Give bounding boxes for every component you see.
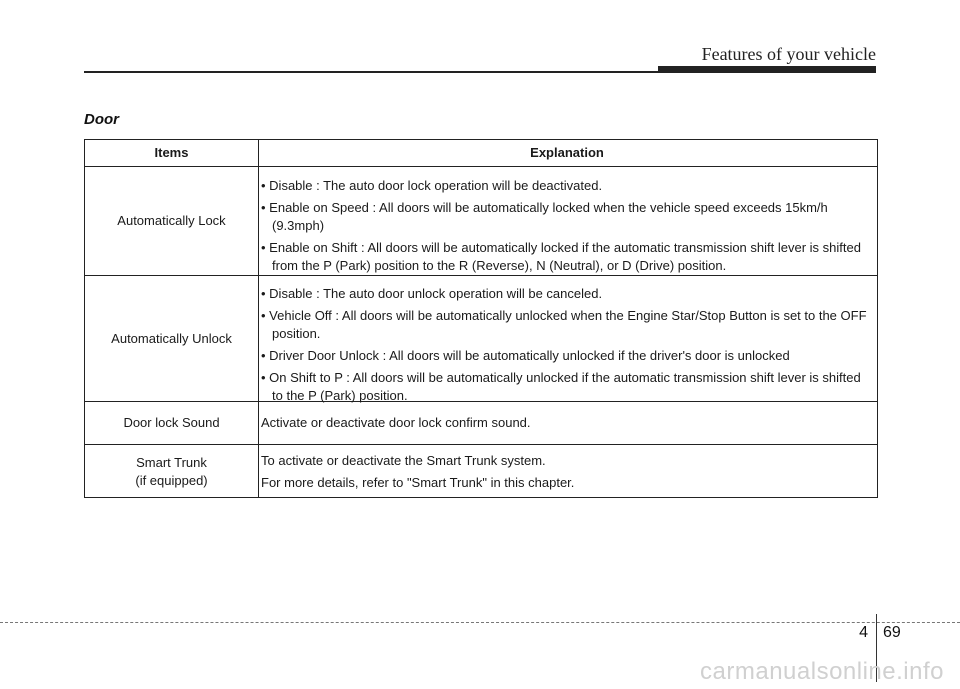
explanation-line: For more details, refer to "Smart Trunk" in this chapter. bbox=[261, 475, 575, 490]
door-settings-table bbox=[84, 139, 878, 498]
column-header-items: Items bbox=[85, 140, 259, 166]
watermark: carmanualsonline.info bbox=[700, 658, 944, 685]
bullet-item: • Disable : The auto door lock operation will be deactivated. bbox=[261, 178, 603, 193]
row-item-label: Automatically Unlock bbox=[85, 276, 259, 401]
row-explanation: Activate or deactivate door lock confirm sound. bbox=[261, 415, 531, 430]
row-item-label-main: Smart Trunk bbox=[136, 455, 207, 470]
page-number: 69 bbox=[883, 624, 901, 641]
chapter-number: 4 bbox=[859, 624, 868, 641]
table-row bbox=[85, 402, 877, 445]
table-header-row bbox=[85, 140, 877, 167]
row-item-label: Automatically Lock bbox=[85, 167, 259, 275]
header-accent-bar bbox=[658, 66, 876, 72]
column-header-explanation: Explanation bbox=[530, 145, 604, 160]
bullet-item: • Enable on Shift : All doors will be automatically locked if the automatic transmission shift lever is shifted from the P (Park) position to the R (Reverse), N (Neutral), or D (Drive) position. bbox=[261, 240, 861, 273]
table-row bbox=[85, 445, 877, 497]
row-explanation bbox=[259, 276, 877, 401]
row-item-label-sub: (if equipped) bbox=[135, 473, 208, 488]
row-item-label bbox=[85, 445, 259, 497]
bullet-item: • On Shift to P : All doors will be automatically unlocked if the automatic transmission shift lever is shifted to the P (Park) position. bbox=[261, 370, 861, 403]
row-item-label: Door lock Sound bbox=[85, 402, 259, 444]
explanation-line: To activate or deactivate the Smart Trunk system. bbox=[261, 453, 546, 468]
footer-rule bbox=[0, 622, 960, 623]
bullet-item: • Vehicle Off : All doors will be automatically unlocked when the Engine Star/Stop Button is set to the OFF position. bbox=[261, 308, 867, 341]
section-title: Door bbox=[84, 111, 119, 128]
bullet-item: • Disable : The auto door unlock operation will be canceled. bbox=[261, 286, 603, 301]
table-row bbox=[85, 167, 877, 276]
table-row bbox=[85, 276, 877, 402]
bullet-item: • Enable on Speed : All doors will be automatically locked when the vehicle speed exceeds 15km/h (9.3mph) bbox=[261, 200, 828, 233]
row-explanation bbox=[259, 167, 877, 275]
page-header-title: Features of your vehicle bbox=[701, 44, 876, 64]
row-explanation bbox=[259, 445, 877, 497]
bullet-item: • Driver Door Unlock : All doors will be automatically unlocked if the driver's door is unlocked bbox=[261, 348, 790, 363]
